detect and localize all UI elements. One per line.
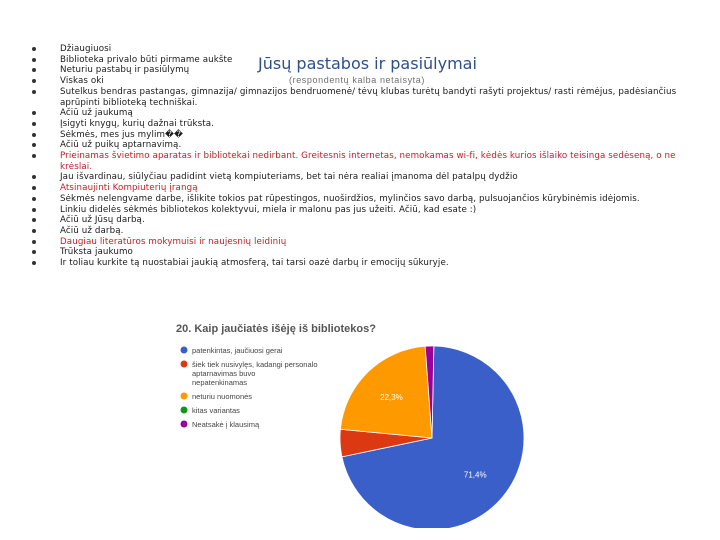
comment-item: Atsinaujinti Kompiuterių įrangą — [32, 183, 692, 194]
comment-item: Ačiū už puikų aptarnavimą. — [32, 140, 692, 151]
pie-data-label: 22,3% — [380, 393, 403, 403]
comment-item: Jau išvardinau, siūlyčiau padidint vietą kompiuteriams, bet tai nėra realiai įmanoma dėl patalpų dydžio — [32, 172, 692, 183]
comment-item: Įsigyti knygų, kurių dažnai trūksta. — [32, 119, 692, 130]
comment-item: Sutelkus bendras pastangas, gimnazija/ gimnazijos bendruomenė/ tėvų klubas turėtų bandyti rašyti projektus/ rasti rėmėjus, padėsiančius aprūpinti biblioteką techniškai. — [32, 87, 692, 108]
pie-slices — [340, 346, 524, 528]
comment-item: Ir toliau kurkite tą nuostabiai jaukią atmosferą, tai tarsi oazė darbų ir emocijų sūkuryje. — [32, 258, 692, 269]
comment-item: Viskas oki — [32, 76, 692, 87]
legend-label: kitas variantas — [192, 406, 240, 415]
comment-item: Ačiū už darbą. — [32, 226, 692, 237]
legend-label: neturiu nuomonės — [192, 392, 253, 401]
page-subtitle: (respondentų kalba netaisyta) — [289, 75, 425, 85]
legend-label: Neatsakė į klausimą — [192, 420, 260, 429]
comment-item: Ačiū už jaukumą — [32, 108, 692, 119]
page-title: Jūsų pastabos ir pasiūlymai — [258, 54, 477, 73]
legend-label: šiek tiek nusivylęs, kadangi personalo aptarnavimas buvo nepatenkinamas — [192, 360, 318, 387]
pie-data-label: 71,4% — [463, 470, 487, 480]
comment-item: Linkiu didelės sėkmės bibliotekos kolektyvui, miela ir malonu pas jus užeiti. Ačiū, kad esate :) — [32, 205, 692, 216]
comment-item: Trūksta jaukumo — [32, 247, 692, 258]
comment-item: Džiaugiuosi — [32, 44, 692, 55]
chart-legend — [181, 346, 318, 429]
legend-label: patenkintas, jaučiuosi gerai — [192, 346, 283, 355]
comment-item: Sėkmės, mes jus mylim�� — [32, 130, 692, 141]
chart-title: 20. Kaip jaučiatės išėję iš bibliotekos? — [176, 323, 376, 335]
legend-marker — [181, 421, 188, 428]
comment-item: Prieinamas švietimo aparatas ir bibliotekai nedirbant. Greitesnis internetas, nemokamas wi-fi, kėdės kurios išlaiko teisinga sedėseną, o ne krėslai. — [32, 151, 692, 172]
legend-marker — [181, 347, 188, 354]
comment-item: Neturiu pastabų ir pasiūlymų — [32, 65, 692, 76]
comment-item: Ačiū už Jūsų darbą. — [32, 215, 692, 226]
legend-marker — [181, 361, 188, 368]
comment-item: Daugiau literatūros mokymuisi ir naujesnių leidinių — [32, 237, 692, 248]
pie-slice — [340, 346, 432, 438]
comment-item: Sėkmės nelengvame darbe, išlikite tokios pat rūpestingos, nuoširdžios, mylinčios savo darbą, pulsuojančios kūrybinėmis idėjomis. — [32, 194, 692, 205]
pie-chart — [170, 318, 530, 528]
comments-list — [32, 44, 692, 269]
legend-marker — [181, 407, 188, 414]
legend-marker — [181, 393, 188, 400]
comment-item: Biblioteka privalo būti pirmame aukšte — [32, 55, 692, 66]
